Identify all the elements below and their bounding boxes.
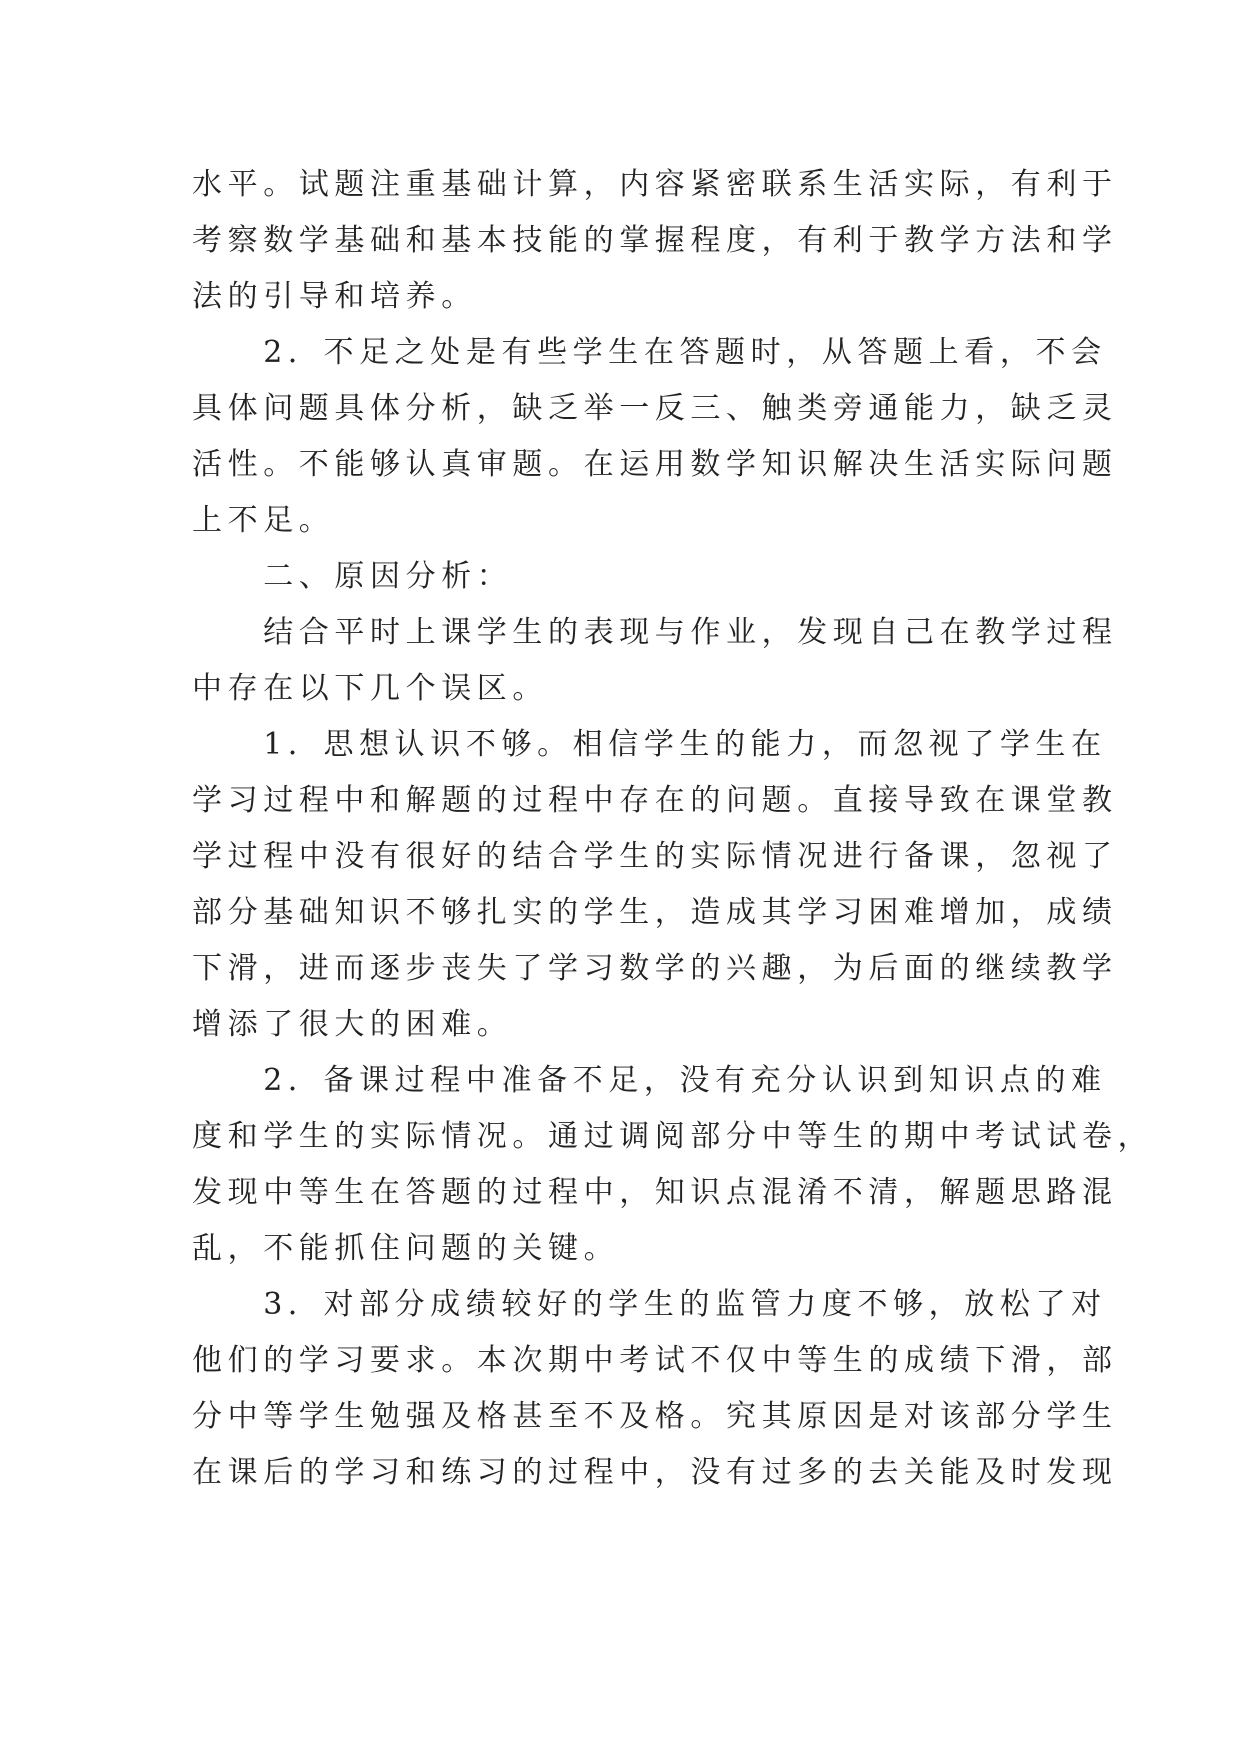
text-line: 度和学生的实际情况。通过调阅部分中等生的期中考试试卷， [192, 1119, 1154, 1154]
text-line: 发现中等生在答题的过程中，知识点混淆不清，解题思路混 [192, 1175, 1118, 1210]
text-line: 2．备课过程中准备不足，没有充分认识到知识点的难 [192, 1063, 1107, 1098]
text-line: 活性。不能够认真审题。在运用数学知识解决生活实际问题 [192, 447, 1118, 482]
section-heading: 二、原因分析： [192, 559, 513, 594]
text-line: 在课后的学习和练习的过程中，没有过多的去关能及时发现 [192, 1455, 1118, 1490]
text-line: 3．对部分成绩较好的学生的监管力度不够，放松了对 [192, 1287, 1107, 1322]
text-line: 具体问题具体分析，缺乏举一反三、触类旁通能力，缺乏灵 [192, 391, 1118, 426]
text-line: 他们的学习要求。本次期中考试不仅中等生的成绩下滑，部 [192, 1343, 1118, 1378]
text-line: 2．不足之处是有些学生在答题时，从答题上看，不会 [192, 335, 1107, 370]
text-line: 学习过程中和解题的过程中存在的问题。直接导致在课堂教 [192, 783, 1118, 818]
text-line: 中存在以下几个误区。 [192, 671, 548, 706]
text-line: 水平。试题注重基础计算，内容紧密联系生活实际，有利于 [192, 167, 1118, 202]
document-body [192, 157, 1154, 1501]
text-line: 法的引导和培养。 [192, 279, 477, 314]
text-line: 学过程中没有很好的结合学生的实际情况进行备课，忽视了 [192, 839, 1118, 874]
text-line: 考察数学基础和基本技能的掌握程度，有利于教学方法和学 [192, 223, 1118, 258]
text-line: 上不足。 [192, 503, 335, 538]
text-line: 增添了很大的困难。 [192, 1007, 513, 1042]
text-line: 下滑，进而逐步丧失了学习数学的兴趣，为后面的继续教学 [192, 951, 1118, 986]
text-line: 1．思想认识不够。相信学生的能力，而忽视了学生在 [192, 727, 1107, 762]
text-line: 乱，不能抓住问题的关键。 [192, 1231, 620, 1266]
text-line: 分中等学生勉强及格甚至不及格。究其原因是对该部分学生 [192, 1399, 1118, 1434]
text-line: 部分基础知识不够扎实的学生，造成其学习困难增加，成绩 [192, 895, 1118, 930]
text-line: 结合平时上课学生的表现与作业，发现自己在教学过程 [192, 615, 1118, 650]
